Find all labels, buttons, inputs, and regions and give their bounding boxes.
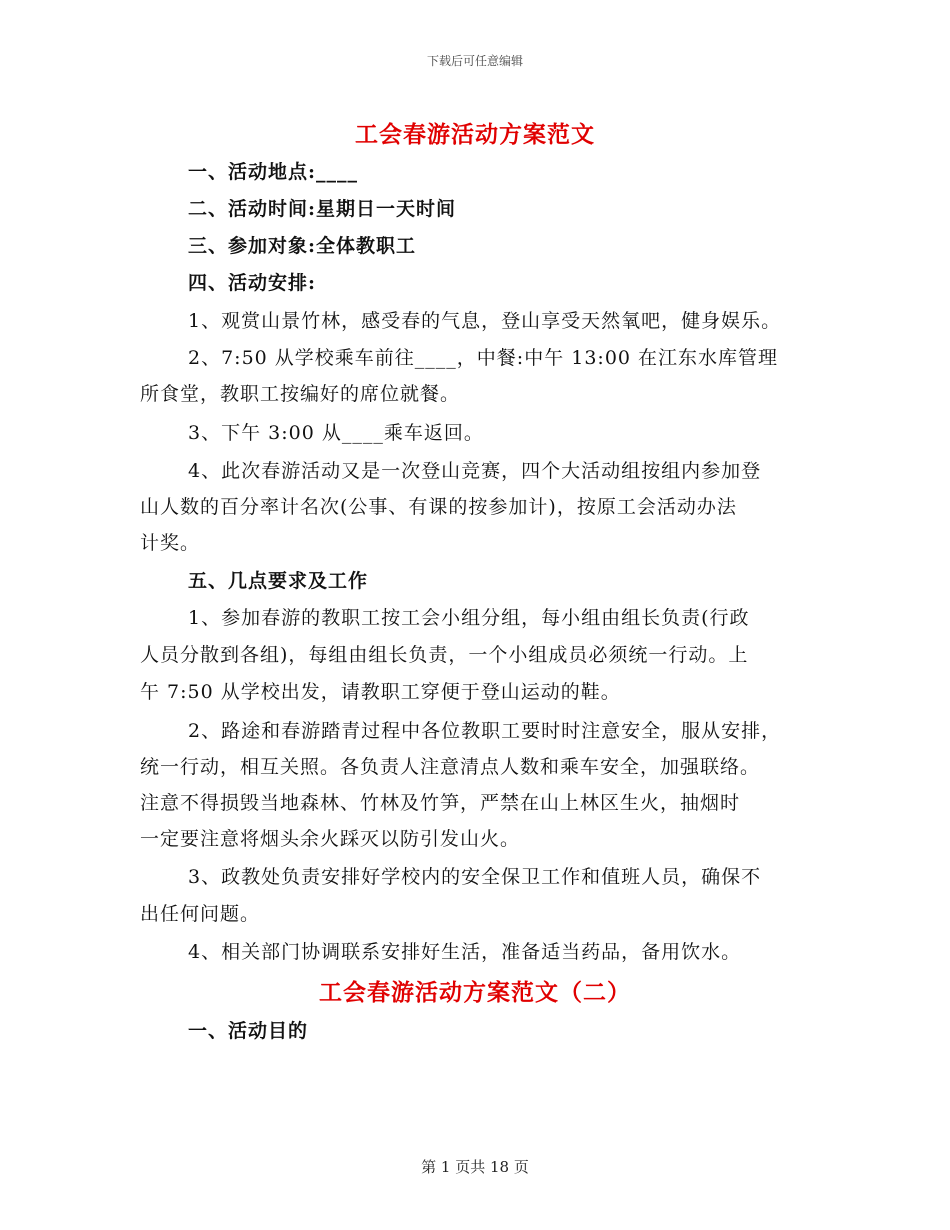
section-heading-requirements: 五、几点要求及工作: [188, 570, 369, 592]
paragraph-line: 注意不得损毁当地森林、竹林及竹笋，严禁在山上林区生火，抽烟时: [140, 792, 741, 814]
paragraph-line: 3、政教处负责安排好学校内的安全保卫工作和值班人员，确保不: [188, 866, 762, 888]
page-footer: 第 1 页共 18 页: [421, 1158, 529, 1176]
section-heading-participants: 三、参加对象:全体教职工: [188, 235, 417, 257]
section-heading-purpose: 一、活动目的: [188, 1020, 309, 1042]
paragraph-line: 人员分散到各组)，每组由组长负责，一个小组成员必须统一行动。上: [140, 644, 749, 666]
paragraph-line: 一定要注意将烟头余火踩灭以防引发山火。: [140, 828, 521, 850]
paragraph-line: 午 7:50 从学校出发，请教职工穿便于登山运动的鞋。: [140, 681, 621, 703]
section-heading-arrangement: 四、活动安排:: [188, 272, 317, 294]
section-heading-time: 二、活动时间:星期日一天时间: [188, 198, 457, 220]
paragraph-line: 2、7:50 从学校乘车前往____，中餐:中午 13:00 在江东水库管理: [188, 347, 779, 369]
document-title: 工会春游活动方案范文: [355, 121, 595, 148]
paragraph-line: 3、下午 3:00 从____乘车返回。: [188, 422, 484, 444]
paragraph-line: 2、路途和春游踏青过程中各位教职工要时时注意安全，服从安排，: [188, 720, 782, 742]
paragraph-line: 1、观赏山景竹林，感受春的气息，登山享受天然氧吧，健身娱乐。: [188, 310, 782, 332]
page-header: 下载后可任意编辑: [426, 54, 523, 68]
paragraph-line: 统一行动，相互关照。各负责人注意清点人数和乘车安全，加强联络。: [140, 756, 761, 778]
section-heading-location: 一、活动地点:____: [188, 161, 359, 183]
document-subtitle: 工会春游活动方案范文（二）: [319, 979, 631, 1006]
paragraph-line: 山人数的百分率计名次(公事、有课的按参加计)，按原工会活动办法: [140, 496, 737, 518]
paragraph-line: 计奖。: [140, 532, 201, 554]
paragraph-line: 出任何问题。: [140, 903, 261, 925]
paragraph-line: 1、参加春游的教职工按工会小组分组，每小组由组长负责(行政: [188, 607, 750, 629]
paragraph-line: 所食堂，教职工按编好的席位就餐。: [140, 383, 461, 405]
paragraph-line: 4、此次春游活动又是一次登山竞赛，四个大活动组按组内参加登: [188, 460, 762, 482]
paragraph-line: 4、相关部门协调联系安排好生活，准备适当药品，备用饮水。: [188, 941, 742, 963]
